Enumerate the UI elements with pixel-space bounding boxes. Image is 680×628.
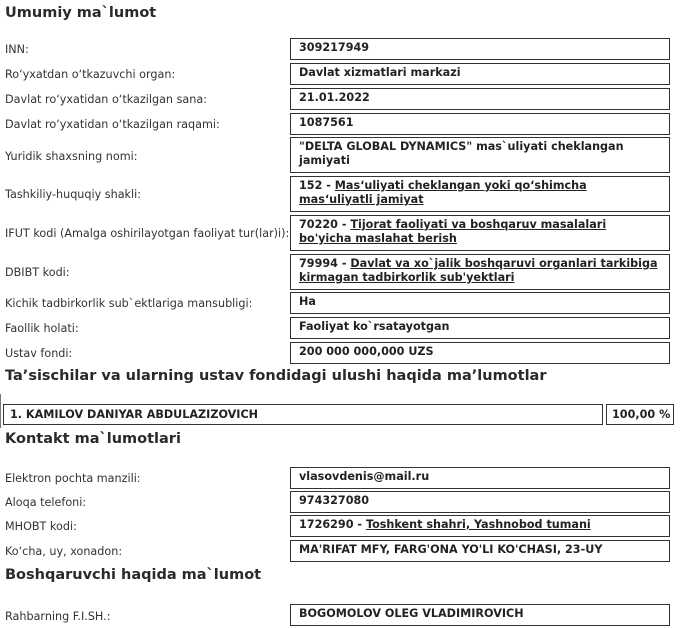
phone-value: 974327080 xyxy=(290,491,670,513)
manager-heading: Boshqaruvchi haqida ma`lumot xyxy=(5,567,262,583)
small-business-label: Kichik tadbirkorlik sub`ektlariga mansubligi: xyxy=(5,297,253,310)
charter-fund-label: Ustav fondi: xyxy=(5,347,73,360)
registration-date-value: 21.01.2022 xyxy=(290,88,670,110)
manager-name-value: BOGOMOLOV OLEG VLADIMIROVICH xyxy=(290,604,670,626)
mhobt-value: 1726290 - Toshkent shahri, Yashnobod tumani xyxy=(290,515,670,537)
founders-divider xyxy=(0,394,1,428)
ifut-link[interactable]: Tijorat faoliyati va boshqaruv masalalari bo'yicha maslahat berish xyxy=(299,218,607,245)
legal-name-label: Yuridik shaxsning nomi: xyxy=(5,150,138,163)
legal-form-link[interactable]: Mas‘uliyati cheklangan yoki qo‘shimcha mas‘uliyatli jamiyat xyxy=(299,179,587,206)
legal-form-value: 152 - Mas‘uliyati cheklangan yoki qo‘shimcha mas‘uliyatli jamiyat xyxy=(290,176,670,212)
mhobt-label: MHOBT kodi: xyxy=(5,520,77,533)
ifut-label: IFUT kodi (Amalga oshirilayotgan faoliyat tur(lar)i): xyxy=(5,227,290,240)
registering-organ-value: Davlat xizmatlari markazi xyxy=(290,63,670,85)
activity-status-value: Faoliyat ko`rsatayotgan xyxy=(290,317,670,339)
inn-label: INN: xyxy=(5,43,29,56)
founders-heading: Ta’sischilar va ularning ustav fondidagi ulushi haqida ma’lumotlar xyxy=(5,368,547,384)
ifut-code: 70220 xyxy=(299,218,338,231)
founder-name: 1. KAMILOV DANIYAR ABDULAZIZOVICH xyxy=(3,404,603,425)
registration-number-label: Davlat ro‘yxatidan o‘tkazilgan raqami: xyxy=(5,118,220,131)
email-label: Elektron pochta manzili: xyxy=(5,472,141,485)
charter-fund-value: 200 000 000,000 UZS xyxy=(290,342,670,364)
address-value: MA'RIFAT MFY, FARG'ONA YO'LI KO'CHASI, 23-UY xyxy=(290,540,670,562)
dbibt-label: DBIBT kodi: xyxy=(5,266,70,279)
legal-name-value: "DELTA GLOBAL DYNAMICS" mas`uliyati cheklangan jamiyati xyxy=(290,137,670,173)
contacts-heading: Kontakt ma`lumotlari xyxy=(5,431,181,447)
dbibt-code: 79994 xyxy=(299,257,338,270)
legal-form-label: Tashkiliy-huquqiy shakli: xyxy=(5,188,142,201)
registering-organ-label: Ro‘yxatdan o‘tkazuvchi organ: xyxy=(5,68,176,81)
inn-value: 309217949 xyxy=(290,38,670,60)
registration-number-value: 1087561 xyxy=(290,113,670,135)
legal-form-code: 152 xyxy=(299,179,323,192)
general-info-heading: Umumiy ma`lumot xyxy=(5,5,157,21)
address-label: Ko‘cha, uy, xonadon: xyxy=(5,545,123,558)
founder-share: 100,00 % xyxy=(606,404,674,425)
small-business-value: Ha xyxy=(290,292,670,314)
dbibt-link[interactable]: Davlat va xo`jalik boshqaruvi organlari tarkibiga kirmagan tadbirkorlik sub'yektlari xyxy=(299,257,658,284)
email-value: vlasovdenis@mail.ru xyxy=(290,467,670,489)
phone-label: Aloqa telefoni: xyxy=(5,496,87,509)
ifut-value: 70220 - Tijorat faoliyati va boshqaruv masalalari bo'yicha maslahat berish xyxy=(290,215,670,251)
registration-date-label: Davlat ro‘yxatidan o‘tkazilgan sana: xyxy=(5,93,207,106)
dbibt-value: 79994 - Davlat va xo`jalik boshqaruvi organlari tarkibiga kirmagan tadbirkorlik sub'yektlari xyxy=(290,254,670,290)
mhobt-code: 1726290 xyxy=(299,518,354,531)
mhobt-link[interactable]: Toshkent shahri, Yashnobod tumani xyxy=(365,518,591,531)
manager-name-label: Rahbarning F.I.SH.: xyxy=(5,610,111,623)
activity-status-label: Faollik holati: xyxy=(5,322,79,335)
